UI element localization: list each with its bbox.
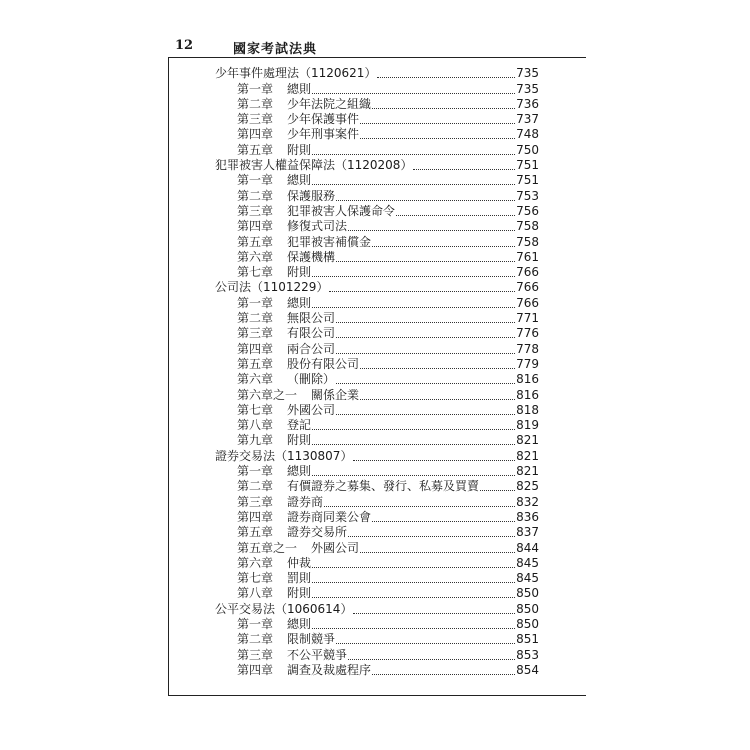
toc-page-number: 844: [516, 540, 539, 555]
toc-chapter-number: 第八章: [237, 418, 274, 433]
toc-entry-title: 兩合公司: [287, 341, 336, 356]
toc-dot-leader: [312, 154, 515, 155]
toc-chapter-number: 第二章: [237, 188, 274, 203]
toc-chapter-entry: [237, 556, 539, 571]
toc-dot-leader: [413, 169, 515, 170]
toc-entry-title: 修復式司法: [287, 219, 348, 234]
toc-page-number: 737: [516, 112, 539, 127]
toc-dot-leader: [312, 597, 515, 598]
toc-dot-leader: [336, 414, 515, 415]
toc-dot-leader: [480, 490, 515, 491]
toc-dot-leader: [348, 230, 515, 231]
toc-entry-title: 關係企業: [311, 387, 360, 402]
toc-chapter-entry: [237, 143, 539, 158]
toc-chapter-entry: [237, 617, 539, 632]
toc-chapter-entry: [237, 433, 539, 448]
toc-dot-leader: [377, 77, 515, 78]
toc-page-number: 736: [516, 96, 539, 111]
toc-page-number: 832: [516, 494, 539, 509]
toc-entry-title: 附則: [287, 586, 312, 601]
toc-entry-title: 證券商: [287, 494, 324, 509]
toc-chapter-number: 第一章: [237, 295, 274, 310]
toc-chapter-number: 第五章: [237, 142, 274, 157]
toc-chapter-number: 第一章: [237, 81, 274, 96]
toc-chapter-number: 第七章: [237, 402, 274, 417]
toc-chapter-number: 第七章: [237, 265, 274, 280]
toc-dot-leader: [360, 399, 515, 400]
toc-entry-title: 公司法（1101229）: [215, 280, 329, 295]
toc-chapter-number: 第一章: [237, 464, 274, 479]
toc-dot-leader: [312, 276, 515, 277]
toc-page-number: 735: [516, 81, 539, 96]
toc-page-number: 837: [516, 525, 539, 540]
header-rule: [168, 57, 586, 58]
toc-entry-title: 犯罪被害人保護命令: [287, 203, 396, 218]
toc-chapter-number: 第六章之一: [237, 387, 298, 402]
toc-law-entry: [215, 158, 539, 173]
toc-dot-leader: [372, 674, 515, 675]
toc-chapter-number: 第二章: [237, 311, 274, 326]
toc-chapter-number: 第九章: [237, 433, 274, 448]
toc-page-number: 821: [516, 448, 539, 463]
toc-entry-title: 有限公司: [287, 326, 336, 341]
toc-page-number: 756: [516, 203, 539, 218]
toc-dot-leader: [312, 628, 515, 629]
toc-chapter-number: 第四章: [237, 662, 274, 677]
toc-dot-leader: [336, 353, 515, 354]
toc-chapter-entry: [237, 418, 539, 433]
toc-dot-leader: [312, 582, 515, 583]
toc-chapter-number: 第六章: [237, 249, 274, 264]
toc-dot-leader: [372, 521, 515, 522]
toc-entry-title: 少年保護事件: [287, 112, 360, 127]
toc-entry-title: 附則: [287, 142, 312, 157]
toc-page-number: 816: [516, 372, 539, 387]
toc-entry-title: 罰則: [287, 571, 312, 586]
toc-chapter-entry: [237, 494, 539, 509]
toc-chapter-entry: [237, 127, 539, 142]
toc-chapter-entry: [237, 663, 539, 678]
toc-chapter-entry: [237, 326, 539, 341]
toc-dot-leader: [360, 368, 515, 369]
toc-dot-leader: [312, 93, 515, 94]
toc-page-number: 748: [516, 127, 539, 142]
toc-dot-leader: [329, 291, 515, 292]
toc-chapter-entry: [237, 311, 539, 326]
toc-page-number: 821: [516, 464, 539, 479]
left-margin-rule: [168, 57, 169, 695]
toc-dot-leader: [312, 475, 515, 476]
toc-page-number: 776: [516, 326, 539, 341]
toc-chapter-number: 第三章: [237, 647, 274, 662]
toc-chapter-entry: [237, 586, 539, 601]
toc-law-entry: [215, 449, 539, 464]
toc-page-number: 818: [516, 402, 539, 417]
toc-law-entry: [215, 602, 539, 617]
toc-page-number: 854: [516, 662, 539, 677]
toc-page-number: 766: [516, 295, 539, 310]
toc-dot-leader: [312, 444, 515, 445]
toc-chapter-number: 第一章: [237, 173, 274, 188]
toc-law-entry: [215, 280, 539, 295]
toc-dot-leader: [372, 108, 515, 109]
toc-entry-title: 保護服務: [287, 188, 336, 203]
toc-page-number: 816: [516, 387, 539, 402]
toc-chapter-entry: [237, 219, 539, 234]
toc-chapter-number: 第一章: [237, 617, 274, 632]
toc-entry-title: （刪除）: [287, 372, 336, 387]
toc-chapter-entry: [237, 387, 539, 402]
toc-entry-title: 外國公司: [311, 540, 360, 555]
toc-dot-leader: [336, 200, 515, 201]
toc-dot-leader: [336, 261, 515, 262]
toc-dot-leader: [312, 307, 515, 308]
toc-page-number: 751: [516, 158, 539, 173]
toc-entry-title: 有價證券之募集、發行、私募及買賣: [287, 479, 480, 494]
toc-entry-title: 總則: [287, 173, 312, 188]
toc-page-number: 850: [516, 586, 539, 601]
toc-chapter-number: 第五章: [237, 356, 274, 371]
book-title: 國家考試法典: [233, 42, 318, 57]
toc-entry-title: 總則: [287, 295, 312, 310]
toc-chapter-number: 第五章之一: [237, 540, 298, 555]
toc-chapter-entry: [237, 510, 539, 525]
toc-page-number: 766: [516, 280, 539, 295]
toc-chapter-entry: [237, 81, 539, 96]
toc-entry-title: 附則: [287, 265, 312, 280]
toc-entry-title: 犯罪被害人權益保障法（1120208）: [215, 158, 413, 173]
toc-page-number: 753: [516, 188, 539, 203]
toc-chapter-number: 第七章: [237, 571, 274, 586]
page-header: [175, 38, 595, 58]
toc-entry-title: 限制競爭: [287, 632, 336, 647]
toc-dot-leader: [324, 506, 515, 507]
toc-entry-title: 無限公司: [287, 311, 336, 326]
toc-chapter-number: 第四章: [237, 341, 274, 356]
page-number: 12: [175, 38, 194, 53]
toc-dot-leader: [353, 613, 515, 614]
toc-dot-leader: [336, 322, 515, 323]
toc-dot-leader: [336, 337, 515, 338]
toc-chapter-entry: [237, 341, 539, 356]
toc-page-number: 825: [516, 479, 539, 494]
toc-entry-title: 股份有限公司: [287, 356, 360, 371]
toc-entry-title: 總則: [287, 464, 312, 479]
toc-dot-leader: [360, 138, 515, 139]
toc-chapter-number: 第二章: [237, 632, 274, 647]
toc-page-number: 845: [516, 555, 539, 570]
toc-entry-title: 少年法院之組織: [287, 96, 372, 111]
toc-page-number: 771: [516, 311, 539, 326]
toc-chapter-entry: [237, 296, 539, 311]
toc-entry-title: 總則: [287, 617, 312, 632]
toc-dot-leader: [396, 215, 515, 216]
toc-entry-title: 證券商同業公會: [287, 509, 372, 524]
toc-chapter-entry: [237, 250, 539, 265]
toc-page-number: 778: [516, 341, 539, 356]
toc-page-number: 758: [516, 219, 539, 234]
toc-dot-leader: [336, 643, 515, 644]
toc-chapter-entry: [237, 632, 539, 647]
toc-entry-title: 少年事件處理法（1120621）: [215, 66, 377, 81]
toc-chapter-number: 第三章: [237, 112, 274, 127]
toc-law-entry: [215, 66, 539, 81]
toc-chapter-number: 第四章: [237, 127, 274, 142]
toc-dot-leader: [360, 123, 515, 124]
toc-page-number: 850: [516, 601, 539, 616]
toc-chapter-number: 第二章: [237, 479, 274, 494]
toc-dot-leader: [353, 460, 515, 461]
toc-chapter-entry: [237, 647, 539, 662]
toc-page-number: 779: [516, 356, 539, 371]
toc-entry-title: 少年刑事案件: [287, 127, 360, 142]
toc-chapter-entry: [237, 173, 539, 188]
toc-entry-title: 調查及裁處程序: [287, 662, 372, 677]
toc-entry-title: 外國公司: [287, 402, 336, 417]
toc-chapter-entry: [237, 479, 539, 494]
toc-chapter-entry: [237, 403, 539, 418]
toc-chapter-number: 第五章: [237, 234, 274, 249]
toc-entry-title: 證券交易法（1130807）: [215, 448, 353, 463]
toc-page-number: 821: [516, 433, 539, 448]
toc-dot-leader: [360, 552, 515, 553]
toc-entry-title: 仲裁: [287, 555, 312, 570]
toc-dot-leader: [348, 659, 515, 660]
toc-entry-title: 附則: [287, 433, 312, 448]
footer-rule: [168, 695, 586, 696]
toc-page-number: 851: [516, 632, 539, 647]
toc-page-number: 750: [516, 142, 539, 157]
toc-chapter-number: 第五章: [237, 525, 274, 540]
toc-chapter-number: 第三章: [237, 203, 274, 218]
toc-chapter-entry: [237, 357, 539, 372]
toc-chapter-entry: [237, 464, 539, 479]
toc-page-number: 836: [516, 509, 539, 524]
toc-dot-leader: [372, 246, 515, 247]
toc-chapter-entry: [237, 540, 539, 555]
toc-chapter-entry: [237, 112, 539, 127]
toc-entry-title: 犯罪被害補償金: [287, 234, 372, 249]
toc-chapter-number: 第四章: [237, 219, 274, 234]
toc-page-number: 850: [516, 617, 539, 632]
toc-chapter-number: 第三章: [237, 494, 274, 509]
toc-chapter-number: 第六章: [237, 555, 274, 570]
toc-dot-leader: [312, 429, 515, 430]
toc-dot-leader: [348, 536, 515, 537]
toc-chapter-number: 第三章: [237, 326, 274, 341]
toc-page-number: 751: [516, 173, 539, 188]
toc-entry-title: 總則: [287, 81, 312, 96]
toc-chapter-number: 第二章: [237, 96, 274, 111]
toc-entry-title: 不公平競爭: [287, 647, 348, 662]
toc-chapter-entry: [237, 234, 539, 249]
toc-entry-title: 公平交易法（1060614）: [215, 601, 353, 616]
toc-dot-leader: [312, 567, 515, 568]
toc-page-number: 853: [516, 647, 539, 662]
toc-entry-title: 保護機構: [287, 249, 336, 264]
toc-chapter-number: 第六章: [237, 372, 274, 387]
toc-chapter-number: 第八章: [237, 586, 274, 601]
toc-page-number: 761: [516, 249, 539, 264]
toc-entry-title: 證券交易所: [287, 525, 348, 540]
toc-chapter-entry: [237, 571, 539, 586]
toc-chapter-entry: [237, 525, 539, 540]
toc-dot-leader: [312, 184, 515, 185]
toc-chapter-entry: [237, 188, 539, 203]
toc-chapter-entry: [237, 265, 539, 280]
toc-dot-leader: [336, 383, 515, 384]
toc-chapter-number: 第四章: [237, 509, 274, 524]
toc-page-number: 845: [516, 571, 539, 586]
toc-entry-title: 登記: [287, 418, 312, 433]
toc-chapter-entry: [237, 372, 539, 387]
toc-page-number: 758: [516, 234, 539, 249]
toc-chapter-entry: [237, 97, 539, 112]
toc-page-number: 766: [516, 265, 539, 280]
toc-chapter-entry: [237, 204, 539, 219]
toc-page-number: 819: [516, 418, 539, 433]
toc-page-number: 735: [516, 66, 539, 81]
